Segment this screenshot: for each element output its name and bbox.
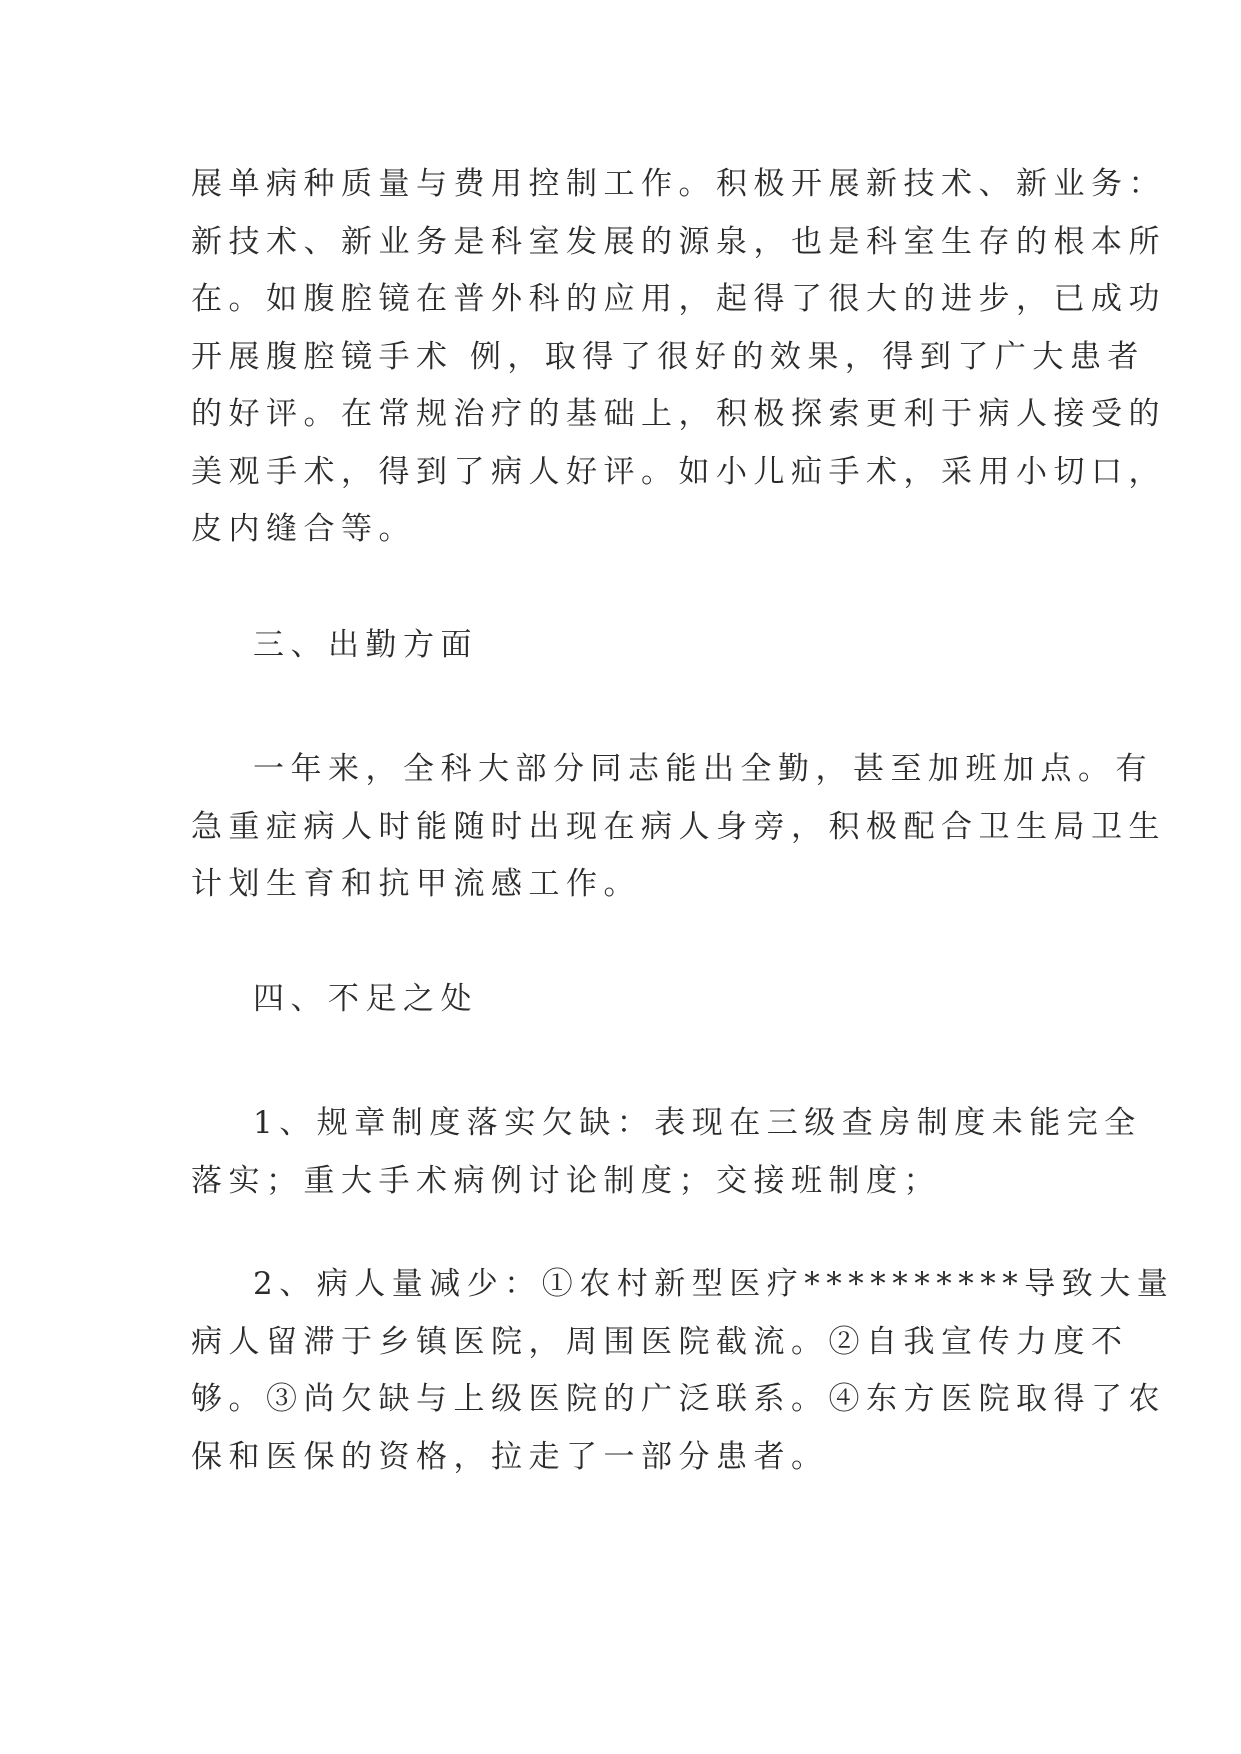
paragraph-line: 一年来，全科大部分同志能出全勤，甚至加班加点。有 xyxy=(253,751,1153,787)
paragraph-attendance xyxy=(191,741,1166,914)
paragraph-line: 保和医保的资格，拉走了一部分患者。 xyxy=(191,1438,829,1475)
paragraph-line: 在。如腹腔镜在普外科的应用，起得了很大的进步，已成功 xyxy=(191,281,1166,317)
paragraph-line: 1、规章制度落实欠缺：表现在三级查房制度未能完全 xyxy=(253,1105,1142,1141)
paragraph-line: 皮内缝合等。 xyxy=(191,511,416,547)
paragraph-line: 病人留滞于乡镇医院，周围医院截流。②自我宣传力度不 xyxy=(191,1323,1129,1360)
paragraph-line: 展单病种质量与费用控制工作。积极开展新技术、新业务： xyxy=(191,166,1166,202)
paragraph-line: 2、病人量减少：①农村新型医疗**********导致大量 xyxy=(253,1266,1175,1302)
paragraph-line: 美观手术，得到了病人好评。如小儿疝手术，采用小切口， xyxy=(191,453,1166,490)
paragraph-shortcoming-2 xyxy=(191,1256,1175,1486)
paragraph-line: 够。③尚欠缺与上级医院的广泛联系。④东方医院取得了农 xyxy=(191,1381,1166,1417)
paragraph-line: 落实；重大手术病例讨论制度；交接班制度； xyxy=(191,1162,941,1199)
paragraph-line: 急重症病人时能随时出现在病人身旁，积极配合卫生局卫生 xyxy=(191,808,1166,845)
paragraph-line: 的好评。在常规治疗的基础上，积极探索更利于病人接受的 xyxy=(191,396,1166,432)
section-heading-attendance: 三、出勤方面 xyxy=(253,627,478,663)
paragraph-shortcoming-1 xyxy=(191,1095,1142,1210)
section-heading-shortcomings: 四、不足之处 xyxy=(253,981,478,1017)
paragraph-line: 开展腹腔镜手术 例，取得了很好的效果，得到了广大患者 xyxy=(191,338,1145,375)
paragraph-line: 计划生育和抗甲流感工作。 xyxy=(191,866,641,902)
paragraph-line: 新技术、新业务是科室发展的源泉，也是科室生存的根本所 xyxy=(191,223,1166,260)
paragraph-new-technology xyxy=(191,156,1166,559)
